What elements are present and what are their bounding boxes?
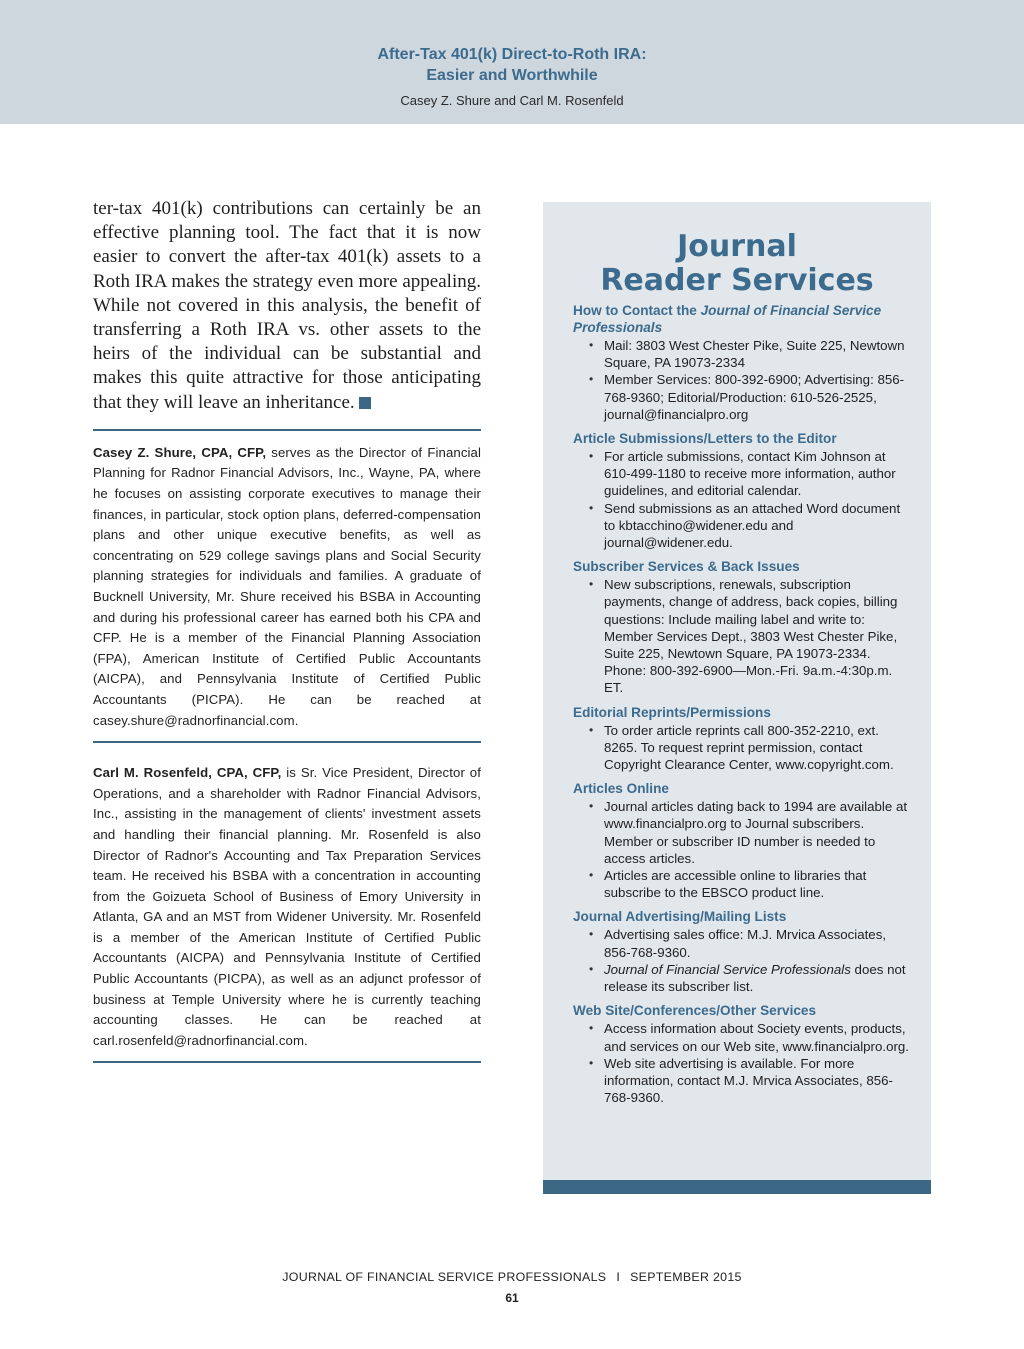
advertising-list — [573, 926, 913, 995]
list-item: • Advertising sales office: M.J. Mrvica Associates, 856-768-9360. — [573, 926, 913, 960]
sidebar-title-line1: Journal — [677, 229, 797, 264]
subscriber-list — [573, 576, 913, 696]
divider-rule — [93, 429, 481, 431]
list-item: • To order article reprints call 800-352-2210, ext. 8265. To request reprint permission, contact Copyright Clearance Center, www.copyright.com. — [573, 722, 913, 774]
list-item: • Member Services: 800-392-6900; Advertising: 856-768-9360; Editorial/Production: 610-526-2525, journal@financialpro.org — [573, 371, 913, 423]
article-authors: Casey Z. Shure and Carl M. Rosenfeld — [400, 93, 624, 108]
footer-separator: I — [616, 1270, 621, 1284]
closing-paragraph — [93, 197, 481, 415]
section-heading-website: Web Site/Conferences/Other Services — [573, 1003, 817, 1019]
sidebar-content — [573, 302, 913, 1113]
list-item: • Send submissions as an attached Word document to kbtacchino@widener.edu and journal@widener.edu. — [573, 500, 913, 552]
list-item: • Access information about Society events, products, and services on our Web site, www.financialpro.org. — [573, 1020, 913, 1054]
left-column — [93, 197, 481, 1063]
list-item — [573, 961, 913, 995]
sidebar-bottom-bar — [543, 1180, 931, 1194]
page-number: 61 — [505, 1291, 519, 1305]
section-heading-contact — [573, 302, 913, 336]
submissions-list — [573, 448, 913, 551]
footer-date: SEPTEMBER 2015 — [630, 1270, 742, 1284]
list-item: • For article submissions, contact Kim Johnson at 610-499-1180 to receive more information, author guidelines, and editorial calendar. — [573, 448, 913, 500]
section-heading-advertising: Journal Advertising/Mailing Lists — [573, 909, 787, 925]
bio-text: serves as the Director of Financial Planning for Radnor Financial Advisors, Inc., Wayne, PA, where he focuses on assisting corporate executives to manage their finances, in particular, stock option plans, deferred-compensation plans and other unique executive benefits, as well as concentrating on 529 college savings plans and Social Security planning strategies for individuals and families. A graduate of Bucknell University, Mr. Shure received his BSBA in Accounting and during his professional career has earned both his CPA and CFP. He is a member of the Financial Planning Association (FPA), American Institute of Certified Public Accountants (AICPA), and Pennsylvania Institute of Certified Public Accountants (PICPA). He can be reached at casey.shure@radnorfinancial.com. — [93, 444, 482, 728]
article-title — [0, 44, 1024, 86]
list-item: • Journal articles dating back to 1994 are available at www.financialpro.org to Journal subscribers. Member or subscriber ID number is needed to access articles. — [573, 798, 913, 867]
sidebar-title-line2: Reader Services — [600, 263, 874, 298]
list-item: • New subscriptions, renewals, subscription payments, change of address, back copies, billing questions: Include mailing label and write to: Member Services Dept., 3803 West Chester Pike, Suite 225, Newtown Square, PA 19073-2334. Phone: 800-392-6900—Mon.-Fri. 9a.m.-4:30p.m. ET. — [573, 576, 913, 696]
reader-services-sidebar — [543, 202, 931, 1180]
heading-journal-name: Journal of Financial Service Professionals — [573, 303, 882, 335]
page-footer — [0, 1270, 1024, 1284]
divider-rule — [93, 1061, 481, 1063]
list-item: • Mail: 3803 West Chester Pike, Suite 225, Newtown Square, PA 19073-2334 — [573, 337, 913, 371]
closing-paragraph-text: ter-tax 401(k) contributions can certainly be an effective planning tool. The fact that it is now easier to convert the after-tax 401(k) assets to a Roth IRA makes the strategy even more appealing. While not covered in this analysis, the benefit of transferring a Roth IRA vs. other assets to the heirs of the individual can be substantial and makes this quite attractive for those anticipating that they will leave an inheritance. — [93, 198, 481, 413]
section-heading-online: Articles Online — [573, 781, 669, 797]
bio-name: Carl M. Rosenfeld, CPA, CFP, — [93, 765, 282, 781]
article-title-line2: Easier and Worthwhile — [426, 67, 598, 84]
list-item-text: does not release its subscriber list. — [604, 961, 906, 995]
contact-list — [573, 337, 913, 423]
author-bio-shure — [93, 443, 481, 731]
website-list — [573, 1020, 913, 1106]
journal-name: Journal of Financial Service Professionals — [604, 961, 851, 977]
footer-journal-name: JOURNAL OF FINANCIAL SERVICE PROFESSIONALS — [282, 1270, 607, 1284]
online-list — [573, 798, 913, 901]
section-heading-subscriber: Subscriber Services & Back Issues — [573, 559, 800, 575]
list-item: • Web site advertising is available. For more information, contact M.J. Mrvica Associates, 856-768-9360. — [573, 1055, 913, 1107]
reprints-list — [573, 722, 913, 774]
divider-rule — [93, 741, 481, 743]
section-heading-submissions: Article Submissions/Letters to the Editor — [573, 431, 837, 447]
bio-text: is Sr. Vice President, Director of Operations, and a shareholder with Radnor Financial Advisors, Inc., assisting in the management of clients' investment assets and handling their financial planning. Mr. Rosenfeld is also Director of Radnor's Accounting and Tax Preparation Services team. He received his BSBA with a concentration in accounting from the Goizueta School of Business of Emory University in Atlanta, GA and an MST from Widener University. Mr. Rosenfeld is a member of the American Institute of Certified Public Accountants (AICPA) and Pennsylvania Institute of Certified Public Accountants (PICPA), as well as an adjunct professor of business at Temple University where he is currently teaching accounting classes. He can be reached at carl.rosenfeld@radnorfinancial.com. — [93, 765, 481, 1048]
article-header — [0, 0, 1024, 124]
end-of-article-mark — [359, 397, 371, 409]
section-heading-reprints: Editorial Reprints/Permissions — [573, 704, 771, 720]
list-item: • Articles are accessible online to libraries that subscribe to the EBSCO product line. — [573, 867, 913, 901]
author-bio-rosenfeld — [93, 763, 481, 1051]
bio-name: Casey Z. Shure, CPA, CFP, — [93, 444, 267, 460]
article-title-line1: After-Tax 401(k) Direct-to-Roth IRA: — [377, 46, 647, 63]
heading-text: How to Contact the — [573, 303, 701, 318]
sidebar-title — [543, 230, 931, 298]
